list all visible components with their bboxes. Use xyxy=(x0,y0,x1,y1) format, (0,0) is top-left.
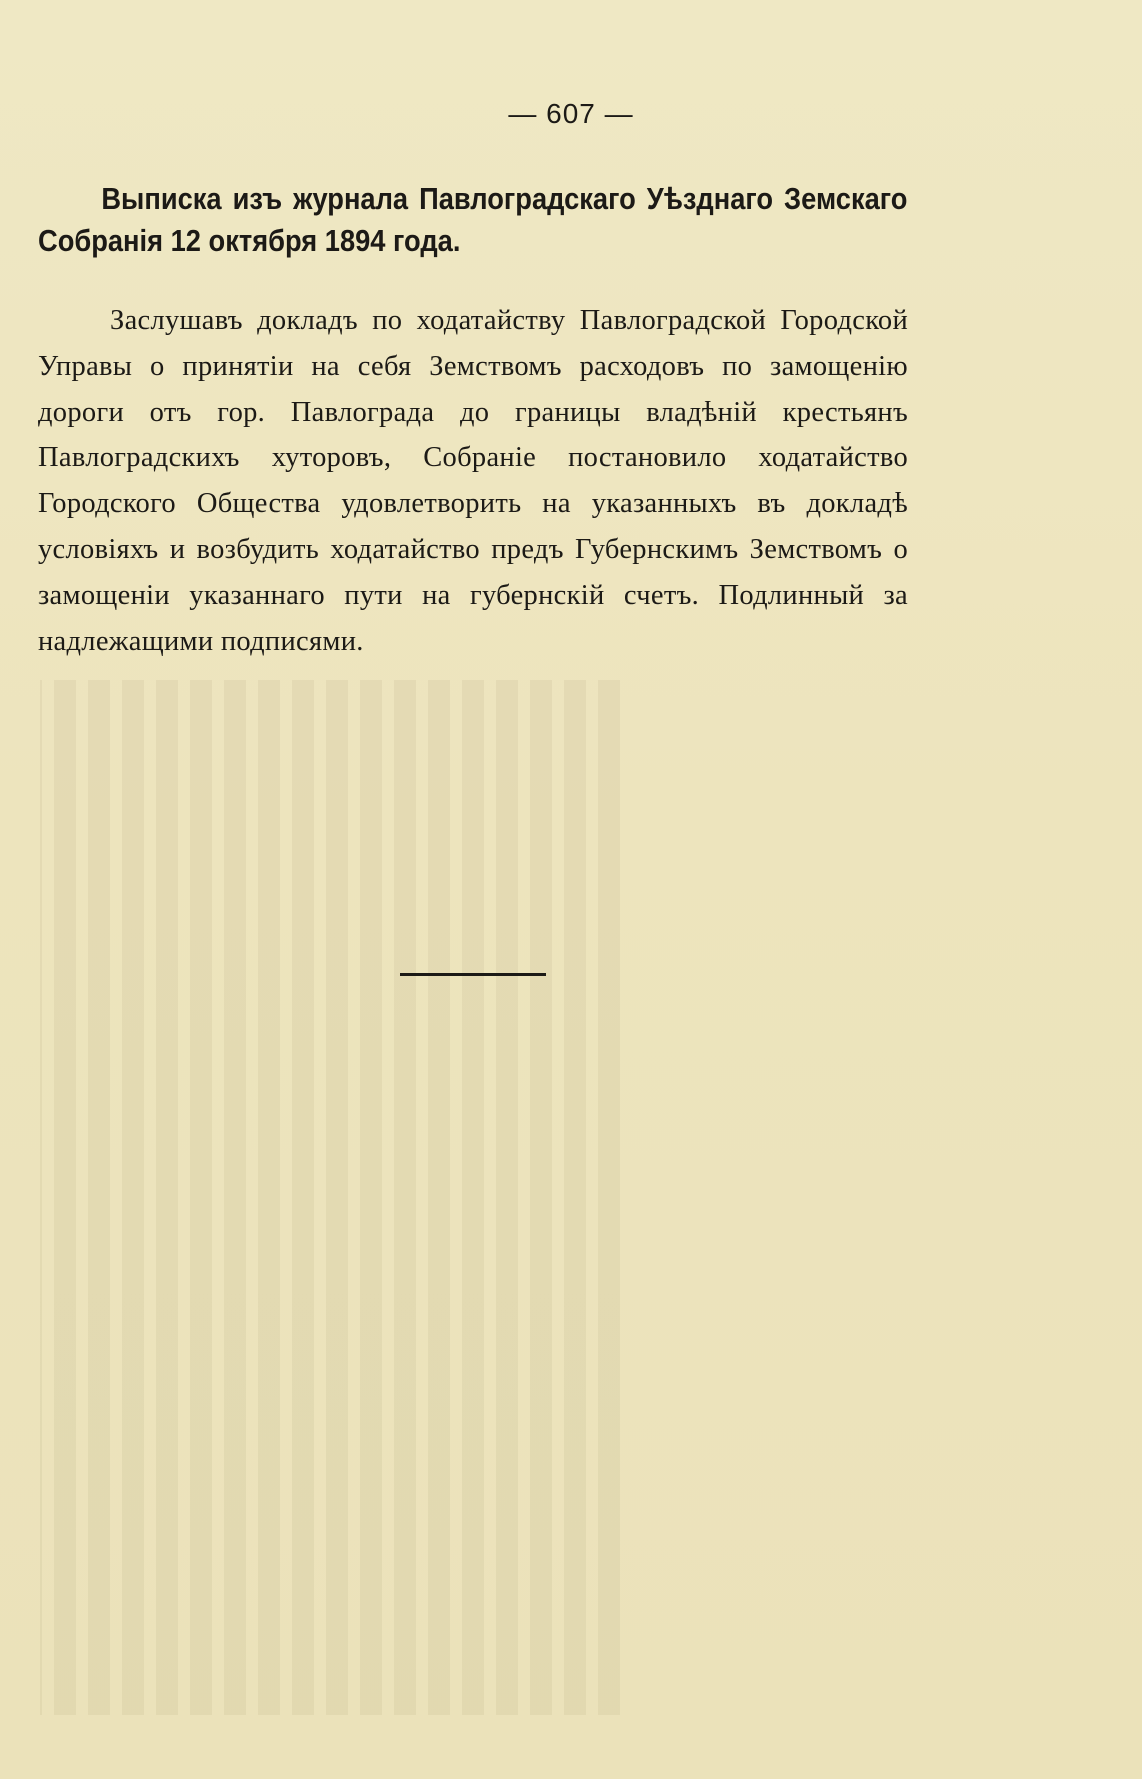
document-heading: Выписка изъ журнала Павлоградскаго Уѣзднаго Земскаго Собранія 12 октября 1894 года. xyxy=(38,181,908,258)
document-body: Заслушавъ докладъ по ходатайству Павлоградской Городской Управы о принятіи на себя Земствомъ расходовъ по замощенію дороги отъ гор. Павлограда до границы владѣній крестьянъ Павлоградскихъ хуторовъ, Собраніе постановило ходатайство Городского Общества удовлетворить на указанныхъ въ докладѣ условіяхъ и возбудить ходатайство предъ Губернскимъ Земствомъ о замощеніи указаннаго пути на губернскій счетъ. Подлинный за надлежащими подписями. xyxy=(38,305,908,657)
bleed-through-texture xyxy=(40,680,620,1715)
page-number: — 607 — xyxy=(508,98,634,129)
end-rule-divider xyxy=(400,973,546,976)
